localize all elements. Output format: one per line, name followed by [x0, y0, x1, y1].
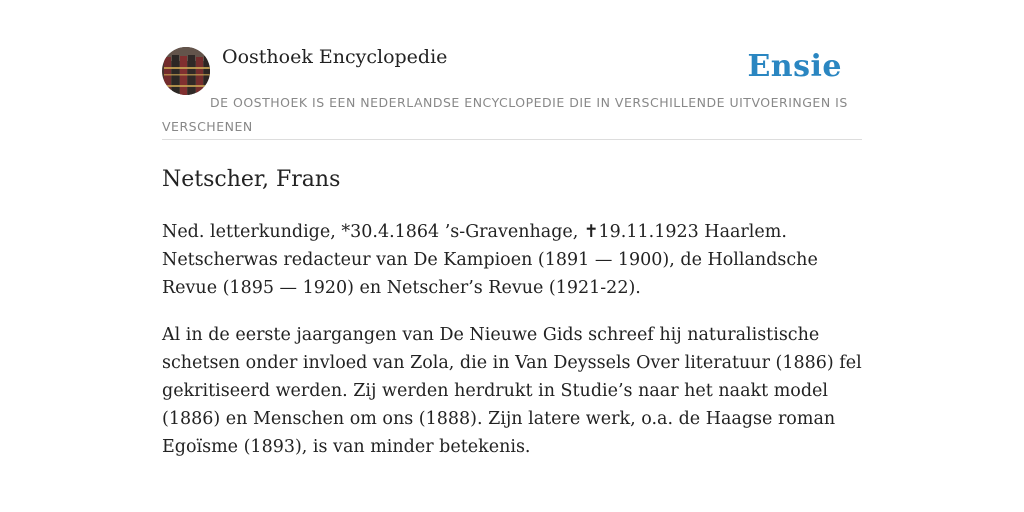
article-paragraph: Al in de eerste jaargangen van De Nieuwe Gids schreef hij naturalistische schetsen onder invloed van Zola, die in Van Deyssels Over literatuur (1886) fel gekritiseerd werden. Zij werden herdrukt in Studie’s naar het naakt model (1886) en Menschen om ons (1888). Zijn latere werk, o.a. de Haagse roman Egoïsme (1893), is van minder betekenis.: [162, 325, 862, 457]
source-header: [162, 44, 862, 140]
source-tagline: DE OOSTHOEK IS EEN NEDERLANDSE ENCYCLOPEDIE DIE IN VERSCHILLENDE UITVOERINGEN IS VERSCHENEN: [162, 95, 848, 134]
article-title: Netscher, Frans: [162, 167, 341, 192]
brand-logo[interactable]: Ensie: [747, 49, 842, 84]
book-spines-avatar-icon: [162, 47, 210, 95]
source-avatar[interactable]: [162, 47, 210, 95]
source-name[interactable]: Oosthoek Encyclopedie: [222, 46, 448, 68]
article-paragraph: Ned. letterkundige, *30.4.1864 ’s-Gravenhage, ✝19.11.1923 Haarlem. Netscherwas redacteur van De Kampioen (1891 — 1900), de Hollandsche Revue (1895 — 1920) en Netscher’s Revue (1921-22).: [162, 222, 818, 298]
entry-card: [162, 44, 862, 461]
